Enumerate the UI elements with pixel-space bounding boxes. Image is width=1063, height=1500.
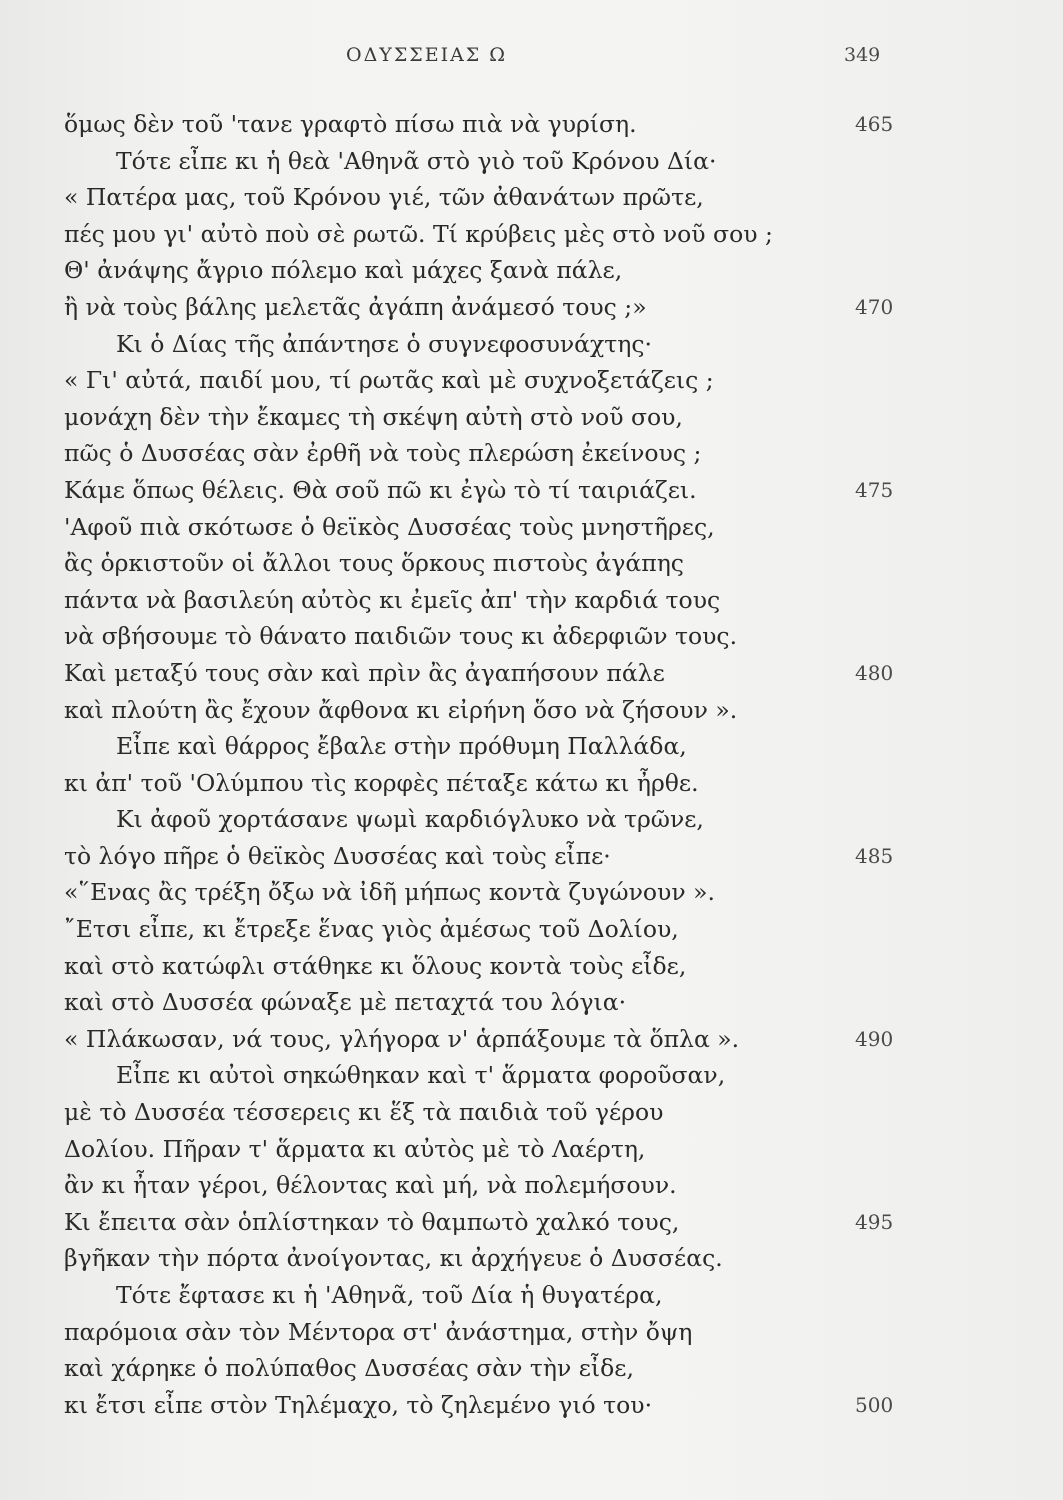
verse-line-text: μὲ τὸ Δυσσέα τέσσερεις κι ἕξ τὰ παιδιὰ τοῦ γέρου <box>64 1098 664 1127</box>
verse-line <box>0 1167 1063 1204</box>
verse-line <box>0 1094 1063 1131</box>
verse-line-text: Θ' ἀνάψης ἄγριο πόλεμο καὶ μάχες ξανὰ πάλε, <box>64 256 623 285</box>
verse-line <box>0 655 1063 692</box>
verse-line-text: Τότε εἶπε κι ἡ θεὰ 'Αθηνᾶ στὸ γιὸ τοῦ Κρόνου Δία· <box>116 146 717 175</box>
verse-line <box>0 801 1063 838</box>
verse-line-text: Κι ὁ Δίας τῆς ἀπάντησε ὁ συγνεφοσυνάχτης· <box>116 329 652 358</box>
verse-line <box>0 618 1063 655</box>
verse-line-text: « Πατέρα μας, τοῦ Κρόνου γιέ, τῶν ἀθανάτων πρῶτε, <box>64 183 704 212</box>
verse-block <box>0 106 1063 1423</box>
verse-line <box>0 106 1063 143</box>
verse-line <box>0 1057 1063 1094</box>
verse-line-text: μονάχη δὲν τὴν ἔκαμες τὴ σκέψη αὐτὴ στὸ νοῦ σου, <box>64 402 683 431</box>
verse-line <box>0 143 1063 180</box>
verse-line <box>0 399 1063 436</box>
line-number: 480 <box>855 660 894 685</box>
verse-line <box>0 692 1063 729</box>
verse-line-text: ἂς ὁρκιστοῦν οἱ ἄλλοι τους ὅρκους πιστοὺς ἀγάπης <box>64 549 684 578</box>
verse-line-text: ὅμως δὲν τοῦ 'τανε γραφτὸ πίσω πιὰ νὰ γυρίση. <box>64 110 637 138</box>
verse-line-text: Δολίου. Πῆραν τ' ἅρματα κι αὐτὸς μὲ τὸ Λαέρτη, <box>64 1134 646 1163</box>
verse-line <box>0 435 1063 472</box>
verse-line <box>0 874 1063 911</box>
verse-line <box>0 1204 1063 1241</box>
verse-line <box>0 179 1063 216</box>
verse-line <box>0 728 1063 765</box>
verse-line <box>0 326 1063 363</box>
verse-line-text: παρόμοια σὰν τὸν Μέντορα στ' ἀνάστημα, στὴν ὄψη <box>64 1317 693 1346</box>
verse-line-text: καὶ στὸ κατώφλι στάθηκε κι ὅλους κοντὰ τοὺς εἶδε, <box>64 951 687 980</box>
verse-line <box>0 1021 1063 1058</box>
verse-line <box>0 252 1063 289</box>
verse-line-text: κι ἔτσι εἶπε στὸν Τηλέμαχο, τὸ ζηλεμένο γιό του· <box>64 1390 653 1419</box>
verse-line <box>0 1277 1063 1314</box>
verse-line-text: καὶ χάρηκε ὁ πολύπαθος Δυσσέας σὰν τὴν εἶδε, <box>64 1354 634 1383</box>
line-number: 490 <box>855 1026 894 1051</box>
verse-line-text: νὰ σβήσουμε τὸ θάνατο παιδιῶν τους κι ἀδερφιῶν τους. <box>64 622 738 651</box>
verse-line-text: πῶς ὁ Δυσσέας σὰν ἐρθῆ νὰ τοὺς πλερώση ἐκείνους ; <box>64 439 702 468</box>
verse-line-text: τὸ λόγο πῆρε ὁ θεϊκὸς Δυσσέας καὶ τοὺς εἶπε· <box>64 841 611 870</box>
verse-line <box>0 984 1063 1021</box>
verse-line-text: καὶ πλούτη ἂς ἔχουν ἄφθονα κι εἰρήνη ὅσο νὰ ζήσουν ». <box>64 695 738 724</box>
verse-line-text: Κι ἀφοῦ χορτάσανε ψωμὶ καρδιόγλυκο νὰ τρῶνε, <box>116 805 704 834</box>
verse-line <box>0 911 1063 948</box>
verse-line <box>0 1387 1063 1424</box>
line-number: 470 <box>855 294 894 319</box>
running-head <box>0 44 1063 74</box>
verse-line <box>0 362 1063 399</box>
verse-line-text: ἂν κι ἦταν γέροι, θέλοντας καὶ μή, νὰ πολεμήσουν. <box>64 1171 677 1200</box>
verse-line-text: πάντα νὰ βασιλεύη αὐτὸς κι ἐμεῖς ἀπ' τὴν καρδιά τους <box>64 585 721 614</box>
verse-line <box>0 765 1063 802</box>
running-title: ΟΔΥΣΣΕΙΑΣ Ω <box>346 44 508 66</box>
verse-line-text: « Γι' αὐτά, παιδί μου, τί ρωτᾶς καὶ μὲ συχνοξετάζεις ; <box>64 366 714 395</box>
verse-line <box>0 582 1063 619</box>
verse-line-text: πές μου γι' αὐτὸ ποὺ σὲ ρωτῶ. Τί κρύβεις μὲς στὸ νοῦ σου ; <box>64 219 773 248</box>
verse-line-text: βγῆκαν τὴν πόρτα ἀνοίγοντας, κι ἀρχήγευε ὁ Δυσσέας. <box>64 1244 723 1273</box>
verse-line-text: ἢ νὰ τοὺς βάλης μελετᾶς ἀγάπη ἀνάμεσό τους ;» <box>64 292 647 321</box>
verse-line-text: Καὶ μεταξύ τους σὰν καὶ πρὶν ἂς ἀγαπήσουν πάλε <box>64 658 665 687</box>
verse-line <box>0 289 1063 326</box>
verse-line-text: ῎Ετσι εἶπε, κι ἔτρεξε ἕνας γιὸς ἀμέσως τοῦ Δολίου, <box>64 915 679 944</box>
verse-line <box>0 216 1063 253</box>
verse-line <box>0 838 1063 875</box>
verse-line <box>0 545 1063 582</box>
verse-line-text: Τότε ἔφτασε κι ἡ 'Αθηνᾶ, τοῦ Δία ἡ θυγατέρα, <box>116 1281 663 1309</box>
verse-line-text: Εἶπε καὶ θάρρος ἔβαλε στὴν πρόθυμη Παλλάδα, <box>116 732 687 761</box>
verse-line <box>0 509 1063 546</box>
line-number: 475 <box>855 477 894 502</box>
verse-line-text: « Πλάκωσαν, νά τους, γλήγορα ν' ἁρπάξουμε τὰ ὅπλα ». <box>64 1024 740 1053</box>
verse-line <box>0 472 1063 509</box>
verse-line <box>0 948 1063 985</box>
verse-line-text: 'Αφοῦ πιὰ σκότωσε ὁ θεϊκὸς Δυσσέας τοὺς μνηστῆρες, <box>64 512 715 541</box>
line-number: 465 <box>855 112 894 136</box>
verse-line-text: καὶ στὸ Δυσσέα φώναξε μὲ πεταχτά του λόγια· <box>64 988 627 1017</box>
verse-line-text: Κάμε ὅπως θέλεις. Θὰ σοῦ πῶ κι ἐγὼ τὸ τί ταιριάζει. <box>64 475 697 504</box>
verse-line-text: Κι ἔπειτα σὰν ὁπλίστηκαν τὸ θαμπωτὸ χαλκό τους, <box>64 1207 680 1236</box>
verse-line-text: κι ἀπ' τοῦ 'Ολύμπου τὶς κορφὲς πέταξε κάτω κι ἦρθε. <box>64 768 699 797</box>
verse-line <box>0 1350 1063 1387</box>
line-number: 500 <box>855 1392 894 1417</box>
verse-line <box>0 1314 1063 1351</box>
line-number: 495 <box>855 1209 894 1234</box>
verse-line <box>0 1240 1063 1277</box>
verse-line <box>0 1131 1063 1168</box>
verse-line-text: «῞Ενας ἂς τρέξη ὄξω νὰ ἰδῆ μήπως κοντὰ ζυγώνουν ». <box>64 878 715 907</box>
line-number: 485 <box>855 843 894 868</box>
page-number: 349 <box>844 44 881 66</box>
verse-line-text: Εἶπε κι αὐτοὶ σηκώθηκαν καὶ τ' ἅρματα φοροῦσαν, <box>116 1061 726 1090</box>
